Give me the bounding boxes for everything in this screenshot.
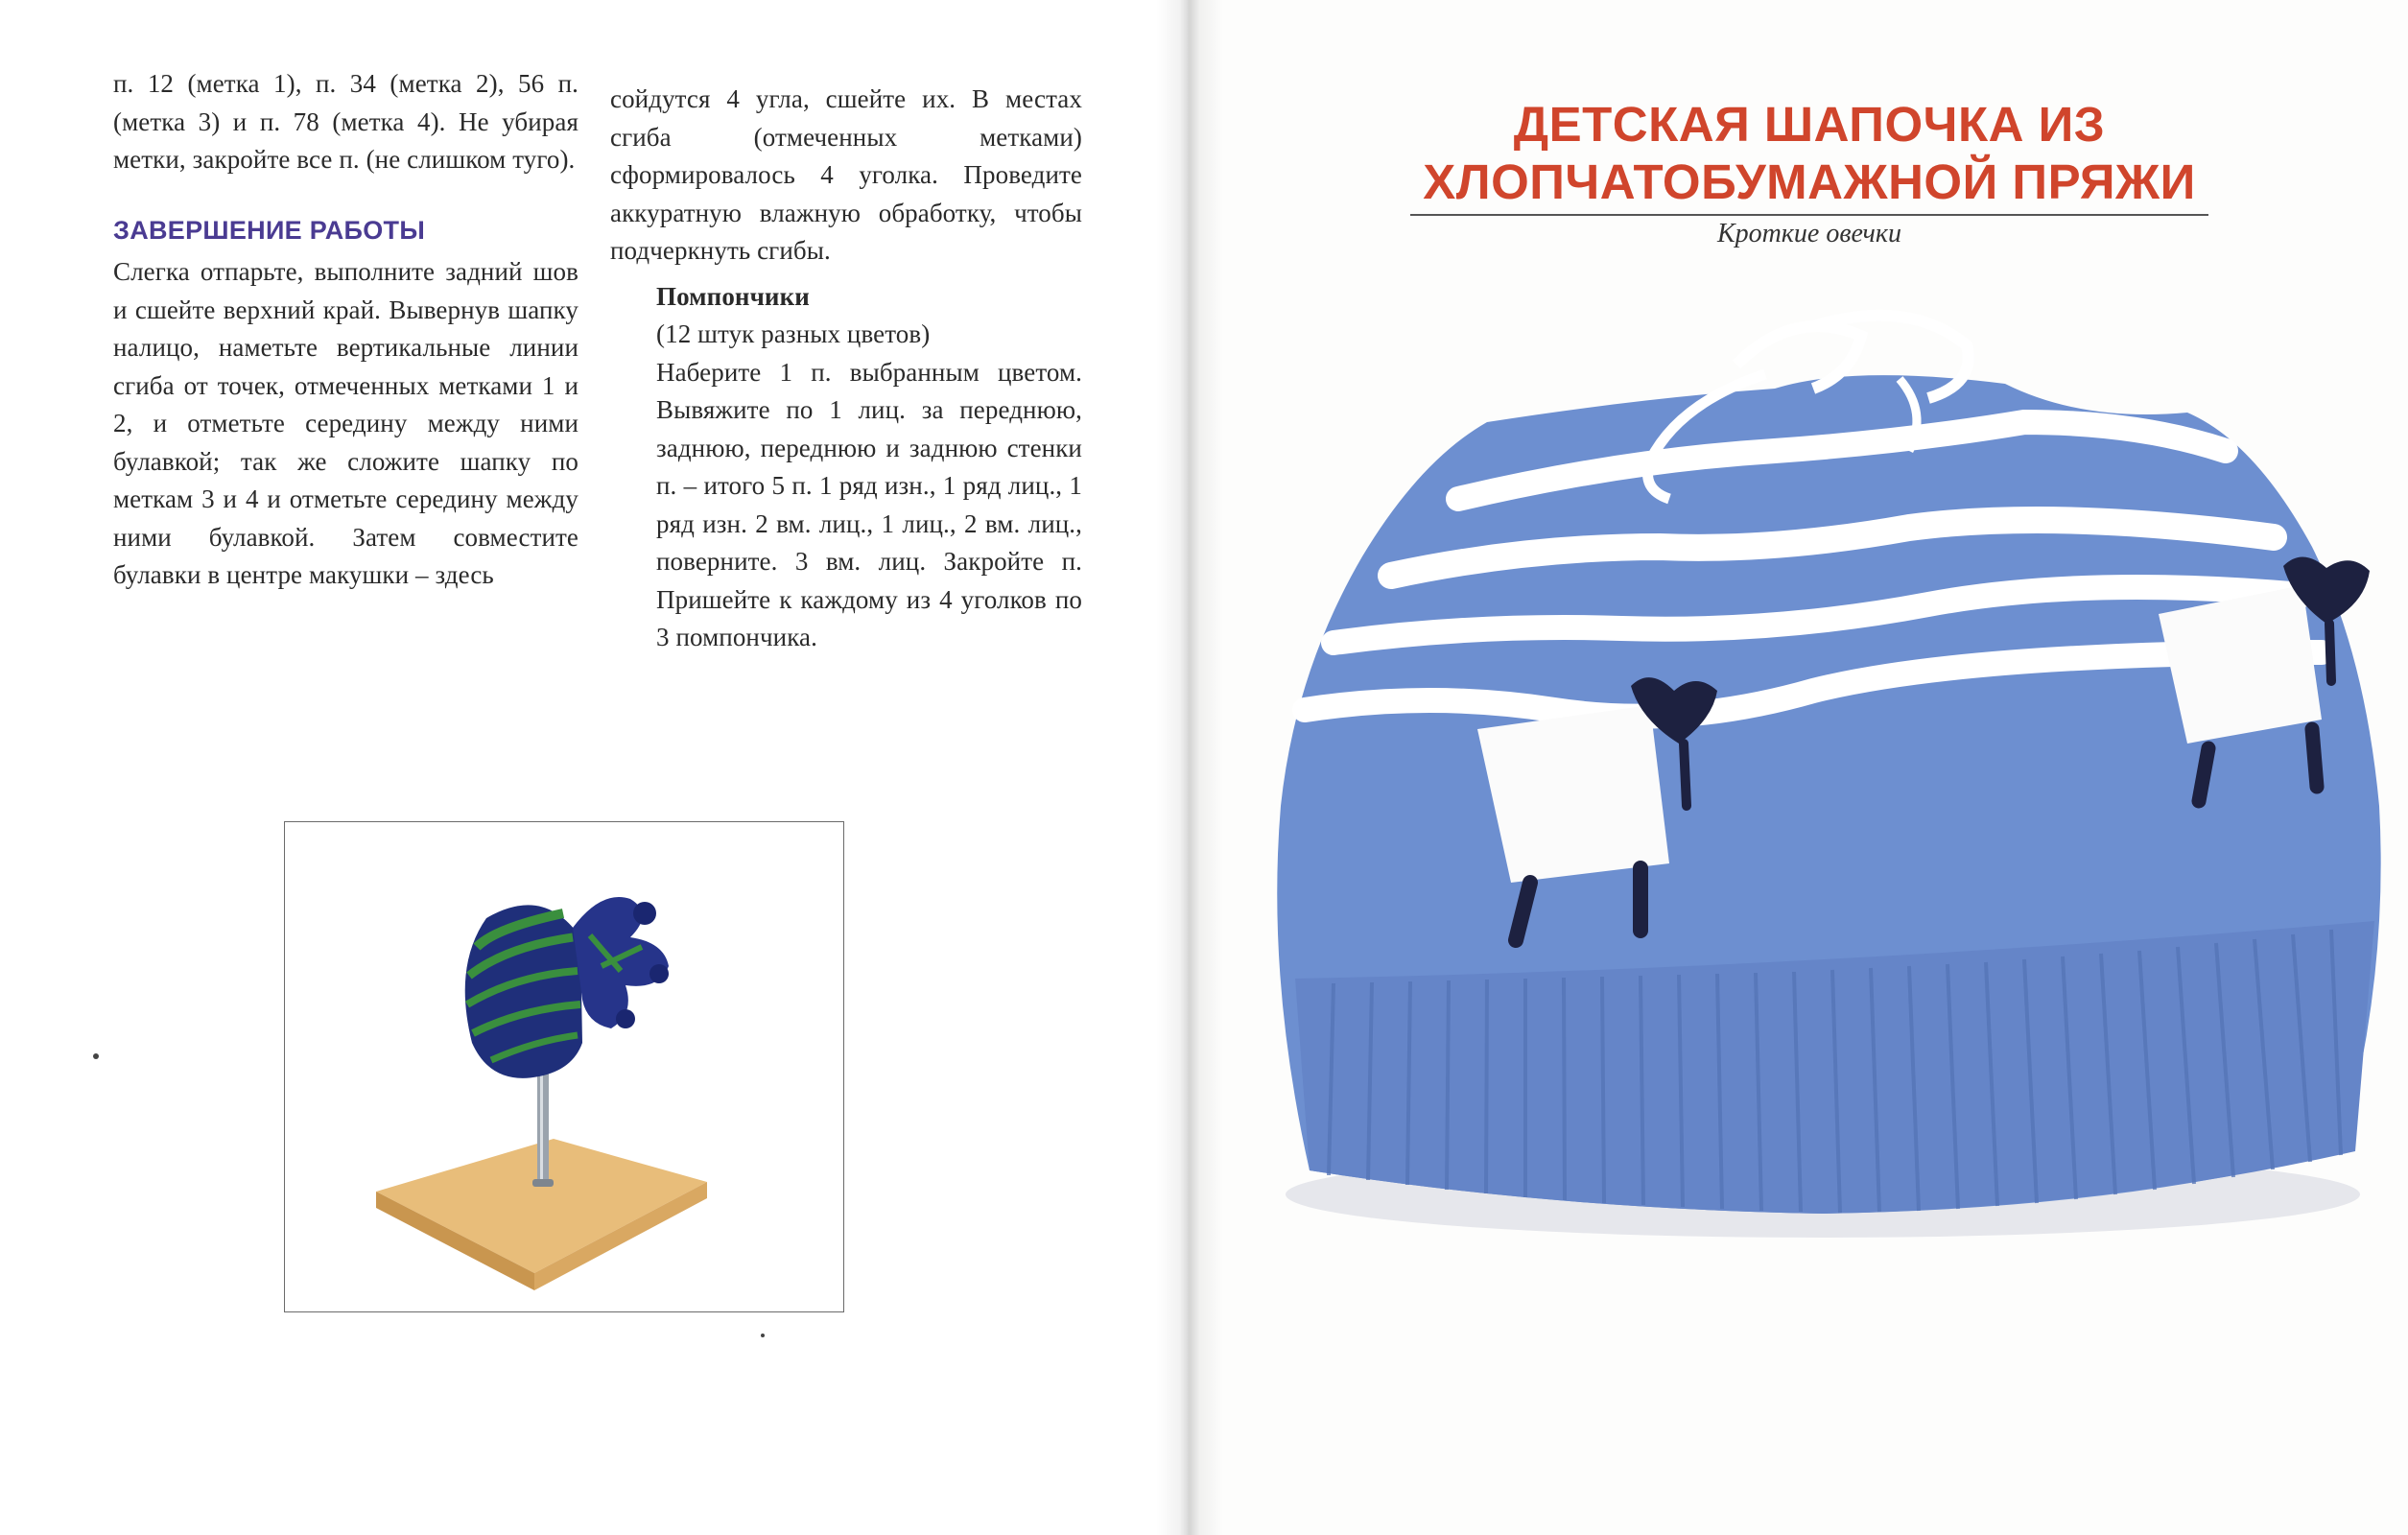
knitted-striped-hat-icon: [285, 822, 845, 1313]
title-line-2: ХЛОПЧАТОБУМАЖНОЙ ПРЯЖИ: [1423, 154, 2196, 209]
blue-sheep-hat-icon: [1238, 307, 2408, 1276]
section-heading: ЗАВЕРШЕНИЕ РАБОТЫ: [113, 215, 426, 245]
page-title: [1410, 96, 2208, 211]
continuation-paragraph: сойдутся 4 угла, сшейте их. В местах сгиба (отмеченных метками) сформировалось 4 уголка. Проведите аккуратную влажную обработку, чтобы подчеркнуть сгибы.: [610, 84, 1082, 265]
title-line-1: ДЕТСКАЯ ШАПОЧКА ИЗ: [1513, 97, 2106, 152]
page-speck: [93, 1053, 99, 1059]
book-gutter: [1156, 0, 1223, 1535]
text-column-2: [610, 81, 1082, 657]
stand-hat-photo: [284, 821, 844, 1312]
finishing-paragraph: Слегка отпарьте, выполните задний шов и сшейте верхний край. Вывернув шапку налицо, наметьте вертикальные линии сгиба от точек, отмеченных метками 1 и 2, и отметьте середину между ними булавкой; так же сложите шапку по меткам 3 и 4 и отметьте середину между ними булавкой. Затем совместите булавки в центре макушки – здесь: [113, 257, 578, 589]
page-speck: [761, 1334, 765, 1337]
pompom-subheading: Помпончики: [656, 281, 810, 311]
pompom-instructions: Наберите 1 п. выбранным цветом. Вывяжите по 1 лиц. за переднюю, заднюю, переднюю и заднюю стенки п. – итого 5 п. 1 ряд изн., 1 ряд лиц., 1 ряд изн. 2 вм. лиц., 1 лиц., 2 вм. лиц., поверните. 3 вм. лиц. Закройте п. Пришейте к каждому из 4 уголков по 3 помпончика.: [656, 357, 1082, 651]
title-divider: [1410, 214, 2208, 216]
page-subtitle: Кроткие овечки: [1716, 219, 1901, 248]
pompom-note: (12 штук разных цветов): [656, 319, 931, 348]
text-column-1: [113, 65, 578, 595]
intro-paragraph: п. 12 (метка 1), п. 34 (метка 2), 56 п. (метка 3) и п. 78 (метка 4). Не убирая метки, закройте все п. (не слишком туго).: [113, 69, 578, 174]
